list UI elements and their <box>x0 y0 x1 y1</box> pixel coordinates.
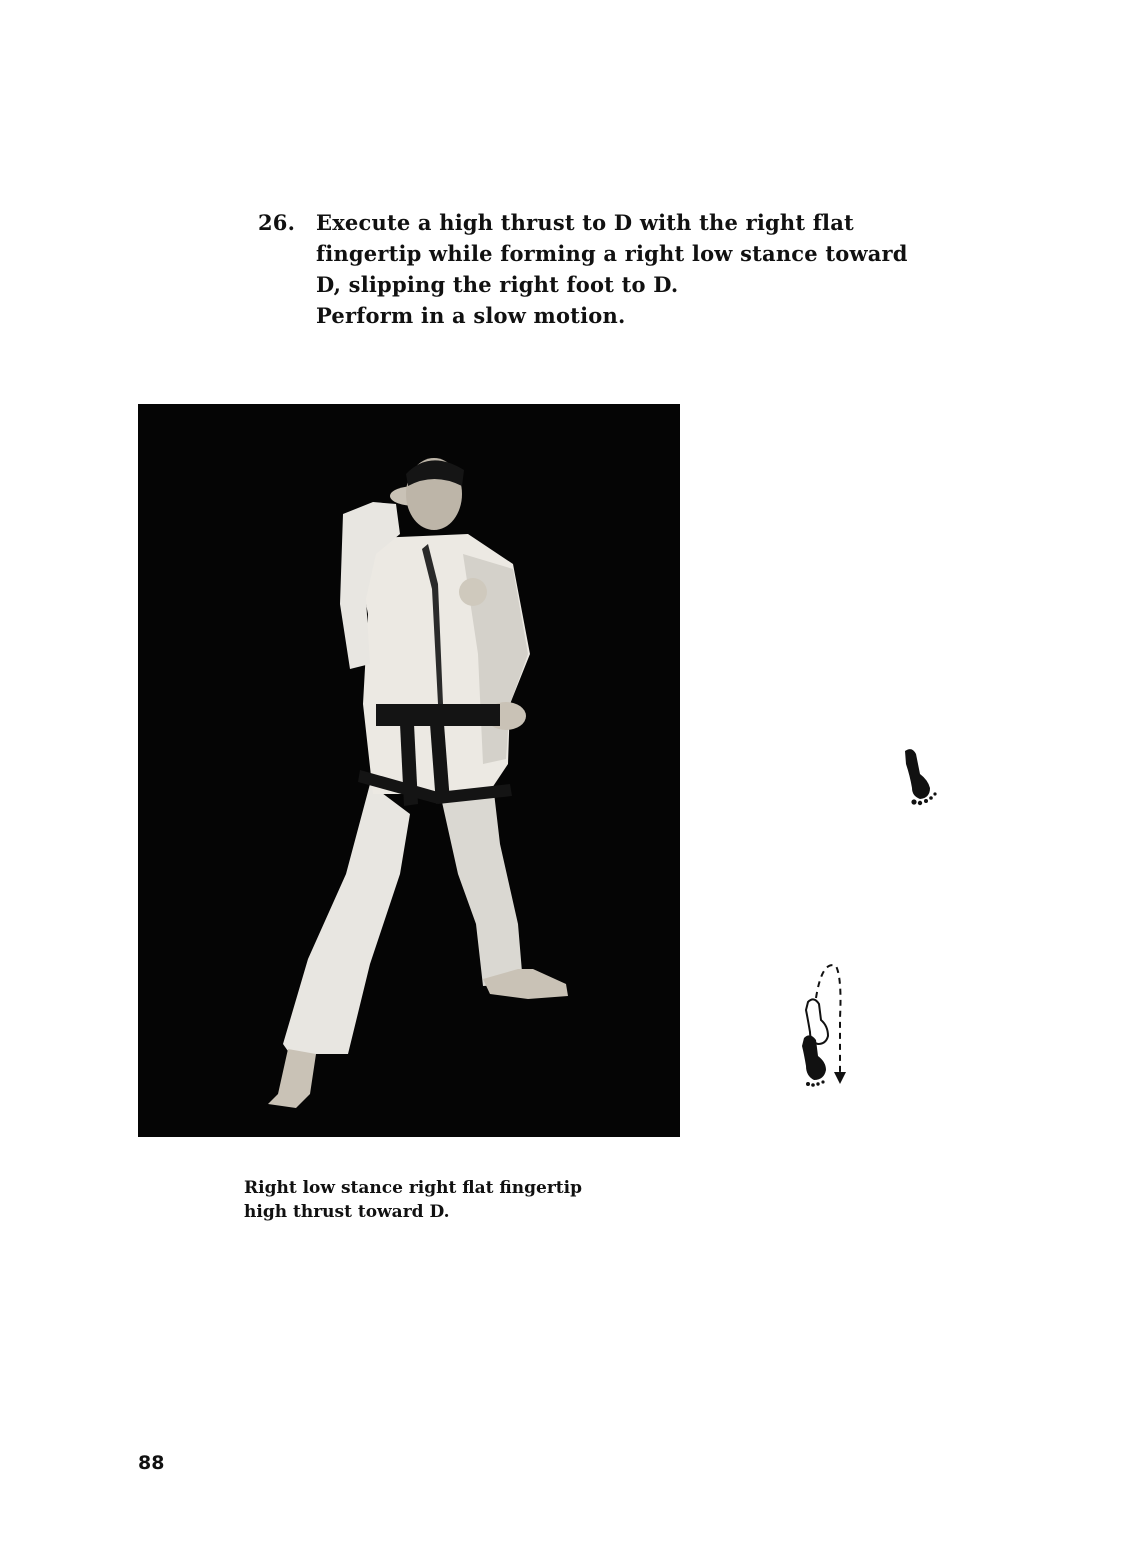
step-text-line: D, slipping the right foot to D. <box>316 272 679 297</box>
step-text-line: Perform in a slow motion. <box>316 303 626 328</box>
stance-photo <box>138 404 680 1137</box>
step-text <box>316 207 908 331</box>
caption-line: Right low stance right flat fingertip <box>244 1178 582 1198</box>
step-text-line: Execute a high thrust to D with the right flat <box>316 210 854 235</box>
step-text-line: fingertip while forming a right low stance toward <box>316 241 908 266</box>
right-footprint-slide-icon <box>794 958 854 1088</box>
step-instruction <box>258 207 908 331</box>
photo-caption <box>244 1176 664 1224</box>
left-footprint-icon <box>898 746 948 806</box>
page-number: 88 <box>138 1452 165 1474</box>
step-number: 26. <box>258 210 296 235</box>
caption-line: high thrust toward D. <box>244 1202 450 1222</box>
martial-artist-figure <box>138 404 680 1137</box>
